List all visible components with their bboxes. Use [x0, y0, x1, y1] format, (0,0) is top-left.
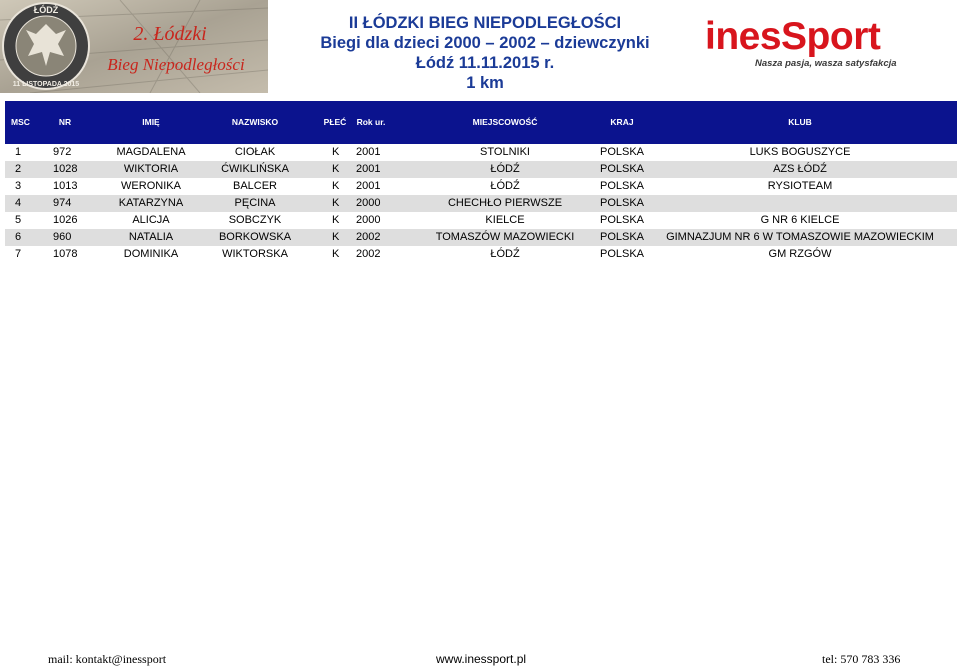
cell-plec: K	[332, 214, 340, 226]
cell-klub: G NR 6 KIELCE	[760, 214, 840, 226]
cell-imie: NATALIA	[128, 231, 174, 243]
cell-rok: 2000	[356, 197, 381, 209]
table-row	[5, 195, 957, 212]
table-row	[5, 246, 957, 263]
cell-rok: 2002	[356, 231, 381, 243]
table-row	[5, 144, 957, 161]
table-row	[5, 212, 957, 229]
cell-nazwisko: SOBCZYK	[228, 214, 282, 226]
cell-imie: KATARZYNA	[118, 197, 184, 209]
cell-nr: 960	[53, 231, 72, 243]
event-title	[270, 13, 700, 93]
logo-text-line1: 2. Łódzki	[133, 23, 207, 45]
footer-tel: tel: 570 783 336	[822, 652, 901, 666]
cell-nr: 972	[53, 146, 72, 158]
cell-plec: K	[332, 248, 340, 260]
cell-imie: WIKTORIA	[123, 163, 179, 175]
cell-klub: LUKS BOGUSZYCE	[749, 146, 851, 158]
column-header-kraj: KRAJ	[610, 117, 634, 127]
column-header-plec: PŁEĆ	[323, 117, 347, 127]
cell-nr: 974	[53, 197, 72, 209]
cell-miejscowosc: KIELCE	[485, 214, 525, 226]
cell-msc: 3	[15, 180, 22, 192]
cell-nazwisko: ĆWIKLIŃSKA	[221, 163, 289, 175]
event-title-line3: Łódź 11.11.2015 r.	[415, 54, 555, 72]
cell-miejscowosc: ŁÓDŹ	[490, 163, 520, 175]
footer-www: www.inessport.pl	[436, 652, 527, 666]
cell-klub: AZS ŁÓDŹ	[773, 163, 827, 175]
column-header-msc: MSC	[11, 117, 30, 127]
cell-nazwisko: PĘCINA	[234, 197, 276, 209]
cell-nazwisko: BALCER	[232, 180, 278, 192]
cell-imie: MAGDALENA	[116, 146, 186, 158]
cell-msc: 2	[15, 163, 22, 175]
cell-kraj: POLSKA	[599, 163, 645, 175]
sponsor-tagline: Nasza pasja, wasza satysfakcja	[755, 58, 897, 69]
cell-imie: WERONIKA	[121, 180, 181, 192]
cell-rok: 2002	[356, 248, 381, 260]
column-header-klub: KLUB	[788, 117, 812, 127]
cell-nazwisko: WIKTORSKA	[222, 248, 288, 260]
cell-klub: GM RZGÓW	[768, 248, 832, 260]
cell-kraj: POLSKA	[599, 146, 645, 158]
table-row	[5, 229, 957, 246]
cell-plec: K	[332, 197, 340, 209]
column-header-rok: Rok ur.	[356, 117, 386, 127]
column-header-nr: NR	[58, 117, 72, 127]
cell-msc: 7	[15, 248, 22, 260]
column-header-nazwisko: NAZWISKO	[231, 117, 279, 127]
cell-nr: 1028	[53, 163, 78, 175]
event-logo-graphic	[0, 0, 268, 93]
cell-nr: 1013	[53, 180, 78, 192]
cell-rok: 2001	[356, 180, 381, 192]
event-logo	[0, 0, 268, 93]
event-title-line1: II ŁÓDZKI BIEG NIEPODLEGŁOŚCI	[348, 14, 622, 32]
footer-mail: mail: kontakt@inessport	[48, 652, 167, 666]
cell-klub: RYSIOTEAM	[767, 180, 833, 192]
cell-plec: K	[332, 180, 340, 192]
cell-imie: ALICJA	[132, 214, 170, 226]
sponsor-name: inesSport	[705, 15, 881, 58]
cell-rok: 2000	[356, 214, 381, 226]
cell-imie: DOMINIKA	[123, 248, 179, 260]
cell-kraj: POLSKA	[599, 231, 645, 243]
cell-miejscowosc: TOMASZÓW MAZOWIECKI	[435, 231, 575, 243]
cell-rok: 2001	[356, 163, 381, 175]
cell-nr: 1026	[53, 214, 78, 226]
logo-text-line2: Bieg Niepodległości	[107, 55, 245, 74]
cell-msc: 5	[15, 214, 22, 226]
cell-klub: GIMNAZJUM NR 6 W TOMASZOWIE MAZOWIECKIM	[666, 231, 934, 243]
cell-nazwisko: BORKOWSKA	[218, 231, 292, 243]
cell-kraj: POLSKA	[599, 214, 645, 226]
cell-kraj: POLSKA	[599, 180, 645, 192]
sponsor-logo	[705, 15, 935, 69]
cell-msc: 6	[15, 231, 22, 243]
cell-msc: 1	[15, 146, 22, 158]
cell-miejscowosc: STOLNIKI	[480, 146, 530, 158]
logo-badge-bottom: 11 LISTOPADA 2015	[12, 81, 80, 88]
cell-plec: K	[332, 146, 340, 158]
results-table-header	[5, 101, 957, 144]
cell-msc: 4	[15, 197, 22, 209]
results-table-body	[5, 144, 957, 263]
cell-nazwisko: CIOŁAK	[234, 146, 276, 158]
cell-plec: K	[332, 231, 340, 243]
event-title-line2: Biegi dla dzieci 2000 – 2002 – dziewczynki	[320, 34, 650, 52]
column-header-imie: IMIĘ	[142, 117, 160, 127]
cell-kraj: POLSKA	[599, 248, 645, 260]
table-row	[5, 178, 957, 195]
table-row	[5, 161, 957, 178]
cell-miejscowosc: ŁÓDŹ	[490, 180, 520, 192]
cell-miejscowosc: CHECHŁO PIERWSZE	[447, 197, 563, 209]
cell-nr: 1078	[53, 248, 78, 260]
event-title-line4: 1 km	[466, 74, 504, 92]
cell-miejscowosc: ŁÓDŹ	[490, 248, 520, 260]
cell-kraj: POLSKA	[599, 197, 645, 209]
logo-badge-top: ŁÓDŹ	[33, 5, 59, 15]
column-header-miejscowosc: MIEJSCOWOŚĆ	[472, 117, 538, 127]
cell-plec: K	[332, 163, 340, 175]
cell-rok: 2001	[356, 146, 381, 158]
